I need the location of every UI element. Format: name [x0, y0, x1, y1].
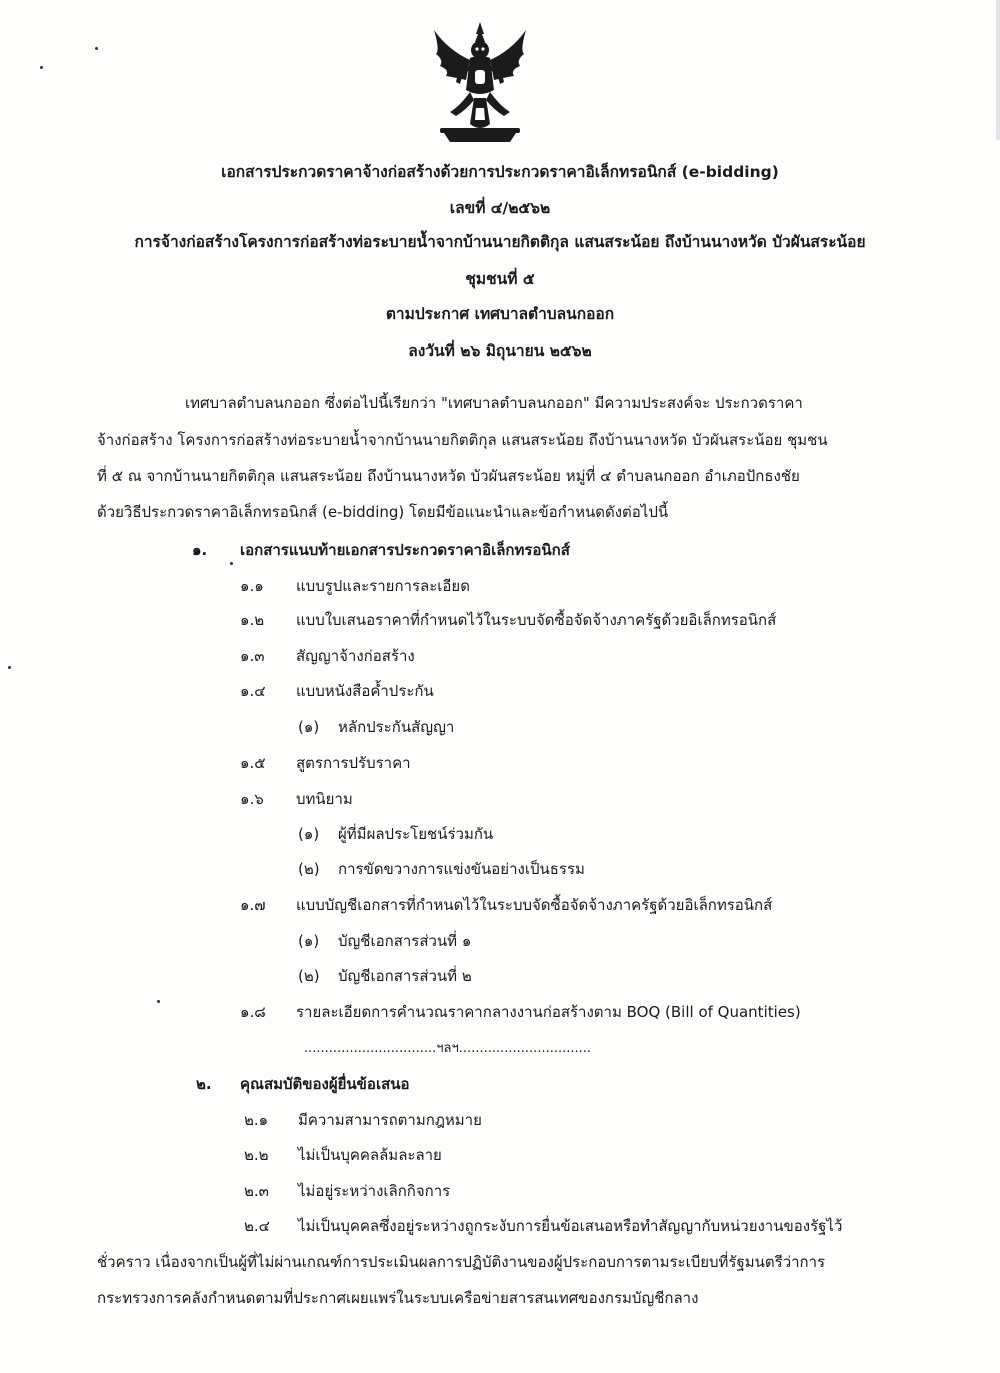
etc-line: ................................ฯลฯ................................ [304, 1041, 592, 1056]
scan-speck [95, 47, 98, 50]
item-text: ไม่เป็นบุคคลล้มละลาย [298, 1146, 442, 1164]
project-community: ชุมชนที่ ๕ [465, 270, 535, 288]
section-2-number: ๒. [196, 1075, 212, 1093]
document-number: เลขที่ ๔/๒๕๖๒ [449, 199, 551, 217]
subitem-number: (๒) [298, 860, 320, 878]
section-1-title: เอกสารแนบท้ายเอกสารประกวดราคาอิเล็กทรอนิกส์ [240, 541, 570, 559]
garuda-emblem-icon [430, 20, 530, 145]
intro-line-1: เทศบาลตำบลนกออก ซึ่งต่อไปนี้เรียกว่า "เทศบาลตำบลนกออก" มีความประสงค์จะ ประกวดราคา [185, 394, 803, 412]
item-text: สูตรการปรับราคา [296, 754, 411, 772]
subitem-text: ผู้ที่มีผลประโยชน์ร่วมกัน [338, 825, 494, 843]
subitem-text: บัญชีเอกสารส่วนที่ ๒ [338, 967, 472, 985]
item-number: ๒.๓ [244, 1182, 269, 1200]
item-text: แบบใบเสนอราคาที่กำหนดไว้ในระบบจัดซื้อจัดจ้างภาครัฐด้วยอิเล็กทรอนิกส์ [296, 611, 777, 629]
item-text: สัญญาจ้างก่อสร้าง [296, 647, 415, 665]
item-number: ๑.๑ [240, 577, 264, 595]
scan-speck [230, 562, 233, 565]
intro-line-3: ที่ ๕ ณ จากบ้านนายกิตติกุล แสนสระน้อย ถึงบ้านนางหวัด บัวผันสระน้อย หมู่ที่ ๔ ตำบลนกออก อำเภอปักธงชัย [97, 467, 800, 485]
subitem-number: (๒) [298, 967, 320, 985]
item-number: ๒.๔ [244, 1217, 271, 1235]
section-2-title: คุณสมบัติของผู้ยื่นข้อเสนอ [240, 1075, 410, 1093]
scan-speck [8, 666, 11, 669]
scan-edge-mark [996, 0, 1000, 140]
item-text: รายละเอียดการคำนวณราคากลางงานก่อสร้างตาม BOQ (Bill of Quantities) [296, 1003, 801, 1021]
item-text: มีความสามารถตามกฎหมาย [298, 1111, 482, 1129]
item-number: ๒.๒ [244, 1146, 269, 1164]
item-number: ๑.๕ [240, 754, 266, 772]
announcement-date: ลงวันที่ ๒๖ มิถุนายน ๒๕๖๒ [408, 342, 592, 360]
item-text: แบบรูปและรายการละเอียด [296, 577, 470, 595]
item-text: ไม่อยู่ระหว่างเลิกกิจการ [298, 1182, 451, 1200]
item-number: ๑.๔ [240, 682, 266, 700]
intro-line-4: ด้วยวิธีประกวดราคาอิเล็กทรอนิกส์ (e-bidding) โดยมีข้อแนะนำและข้อกำหนดดังต่อไปนี้ [97, 503, 669, 521]
subitem-text: บัญชีเอกสารส่วนที่ ๑ [338, 932, 472, 950]
intro-line-2: จ้างก่อสร้าง โครงการก่อสร้างท่อระบายน้ำจากบ้านนายกิตติกุล แสนสระน้อย ถึงบ้านนางหวัด บัวผันสระน้อย ชุมชน [97, 431, 828, 449]
item-text: แบบหนังสือค้ำประกัน [296, 682, 434, 700]
item-number: ๑.๖ [240, 790, 264, 808]
scan-speck [157, 1000, 160, 1003]
subitem-number: (๑) [298, 718, 320, 736]
project-title: การจ้างก่อสร้างโครงการก่อสร้างท่อระบายน้ำจากบ้านนายกิตติกุล แสนสระน้อย ถึงบ้านนางหวัด บัวผันสระน้อย [134, 233, 866, 251]
subitem-number: (๑) [298, 825, 320, 843]
section-1-number: ๑. [192, 541, 208, 559]
item-number: ๑.๒ [240, 611, 265, 629]
announcement-ref: ตามประกาศ เทศบาลตำบลนกออก [385, 305, 615, 323]
scan-speck [40, 66, 43, 69]
subitem-number: (๑) [298, 932, 320, 950]
item-text: แบบบัญชีเอกสารที่กำหนดไว้ในระบบจัดซื้อจัดจ้างภาครัฐด้วยอิเล็กทรอนิกส์ [296, 896, 773, 914]
item-number: ๑.๓ [240, 647, 265, 665]
subitem-text: หลักประกันสัญญา [338, 718, 455, 736]
item-text: ไม่เป็นบุคคลซึ่งอยู่ระหว่างถูกระงับการยื่นข้อเสนอหรือทำสัญญากับหน่วยงานของรัฐไว้ [298, 1217, 843, 1235]
item-text: บทนิยาม [296, 790, 353, 808]
document-title: เอกสารประกวดราคาจ้างก่อสร้างด้วยการประกวดราคาอิเล็กทรอนิกส์ (e-bidding) [221, 163, 779, 181]
subitem-text: การขัดขวางการแข่งขันอย่างเป็นธรรม [338, 860, 585, 878]
continuation-line-2: กระทรวงการคลังกำหนดตามที่ประกาศเผยแพร่ในระบบเครือข่ายสารสนเทศของกรมบัญชีกลาง [97, 1289, 699, 1307]
item-number: ๒.๑ [244, 1111, 269, 1129]
continuation-line-1: ชั่วคราว เนื่องจากเป็นผู้ที่ไม่ผ่านเกณฑ์การประเมินผลการปฏิบัติงานของผู้ประกอบการตามระเบียบที่รัฐมนตรีว่าการ [97, 1253, 826, 1271]
item-number: ๑.๘ [240, 1003, 266, 1021]
item-number: ๑.๗ [240, 896, 266, 914]
